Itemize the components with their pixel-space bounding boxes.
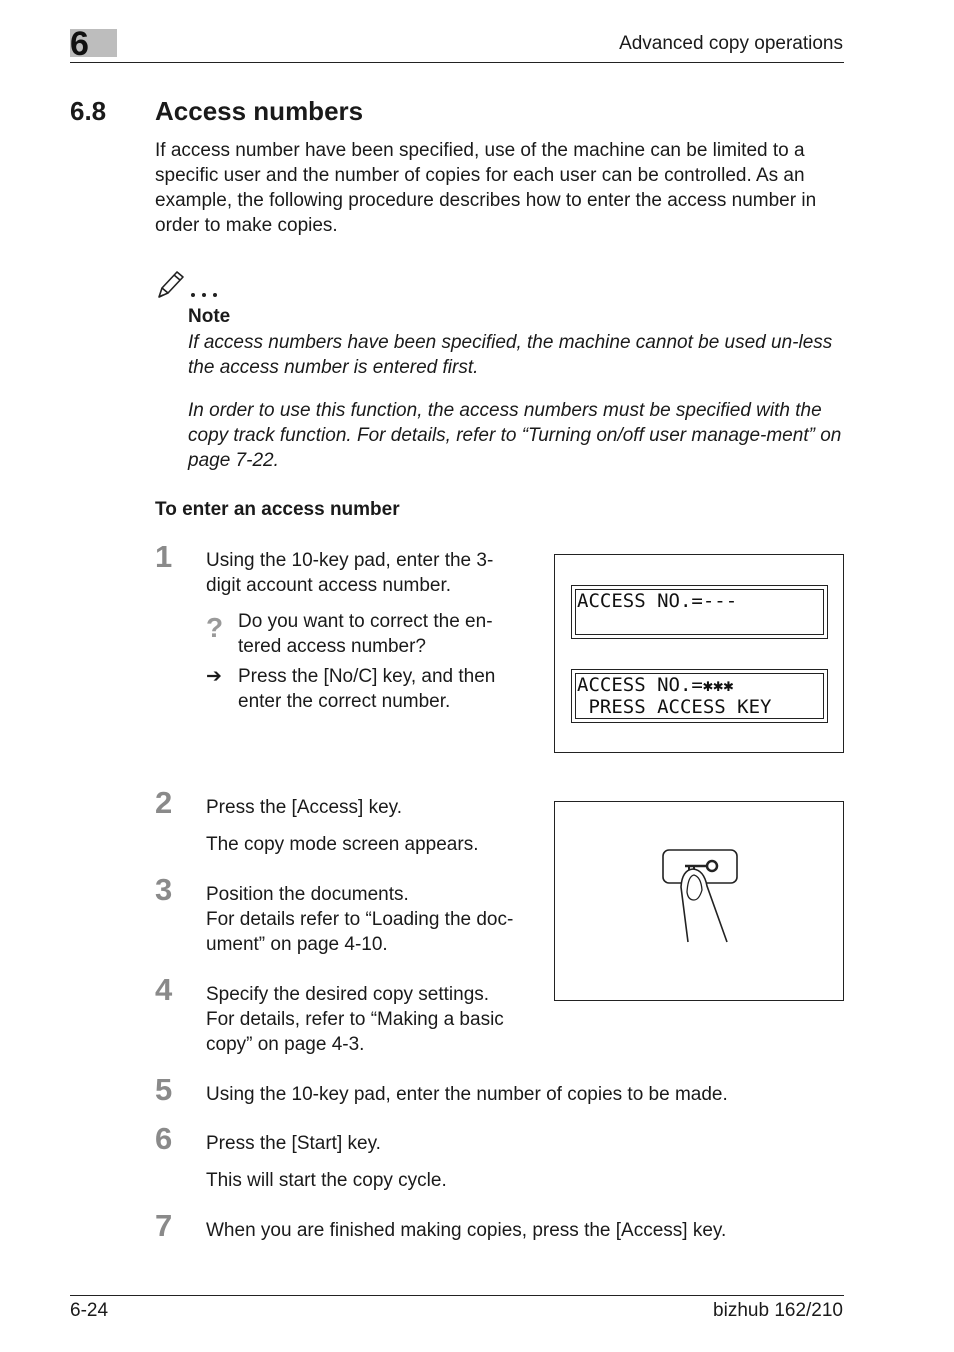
section-title: Access numbers	[155, 96, 364, 126]
step-question: Do you want to correct the en-tered access number?	[238, 611, 493, 657]
step-number: 2	[155, 785, 173, 820]
step-detail: For details refer to “Loading the doc-ument” on page 4-10.	[206, 909, 514, 955]
step-number: 1	[155, 539, 173, 574]
step-text: Using the 10-key pad, enter the 3-digit account access number.	[206, 550, 494, 596]
step-number: 3	[155, 872, 173, 907]
step-text: Specify the desired copy settings.	[206, 984, 490, 1005]
key-illustration	[554, 801, 844, 1001]
step-result: The copy mode screen appears.	[206, 834, 479, 855]
pencil-note-icon	[156, 266, 226, 300]
step-answer: Press the [No/C] key, and then enter the correct number.	[238, 666, 496, 712]
step-text: Position the documents.	[206, 884, 409, 905]
footer-divider	[70, 1295, 844, 1296]
step-result: This will start the copy cycle.	[206, 1170, 447, 1191]
lcd-line	[577, 674, 734, 698]
note-label: Note	[188, 306, 231, 327]
step-number: 4	[155, 972, 173, 1007]
question-icon: ?	[206, 612, 224, 643]
chapter-number: 6	[70, 25, 89, 63]
product-name: bizhub 162/210	[713, 1300, 843, 1321]
section-number: 6.8	[70, 96, 107, 126]
step-text: Press the [Start] key.	[206, 1133, 381, 1154]
display-illustration	[554, 554, 844, 753]
access-key-press-icon	[655, 842, 745, 952]
step-text: When you are finished making copies, press the [Access] key.	[206, 1220, 727, 1241]
lcd-line: PRESS ACCESS KEY	[577, 696, 772, 718]
lcd-prefix: ACCESS NO.=	[577, 674, 703, 696]
step-text: Press the [Access] key.	[206, 797, 403, 818]
procedure-heading: To enter an access number	[155, 499, 400, 520]
intro-paragraph: If access number have been specified, use of the machine can be limited to a specific user and the number of copies for each user can be controlled. As an example, the following procedure describes how to enter the access number in order to make copies.	[155, 140, 817, 236]
step-number: 6	[155, 1121, 173, 1156]
step-text: Using the 10-key pad, enter the number of copies to be made.	[206, 1084, 728, 1105]
step-number: 7	[155, 1208, 173, 1243]
page-number: 6-24	[70, 1300, 109, 1321]
note-paragraph: If access numbers have been specified, the machine cannot be used un-less the access number is entered first.	[188, 332, 833, 378]
note-paragraph: In order to use this function, the access numbers must be specified with the copy track function. For details, refer to “Turning on/off user manage-ment” on page 7-22.	[188, 400, 842, 471]
header-divider	[70, 62, 844, 63]
arrow-icon: ➔	[206, 666, 222, 687]
lcd-masked-digits: ✱✱✱	[702, 676, 734, 696]
running-header: Advanced copy operations	[619, 33, 843, 54]
step-detail: For details, refer to “Making a basic copy” on page 4-3.	[206, 1009, 504, 1055]
lcd-screen	[571, 585, 828, 639]
step-number: 5	[155, 1072, 173, 1107]
lcd-screen	[571, 669, 828, 723]
lcd-line: ACCESS NO.=---	[577, 590, 738, 612]
